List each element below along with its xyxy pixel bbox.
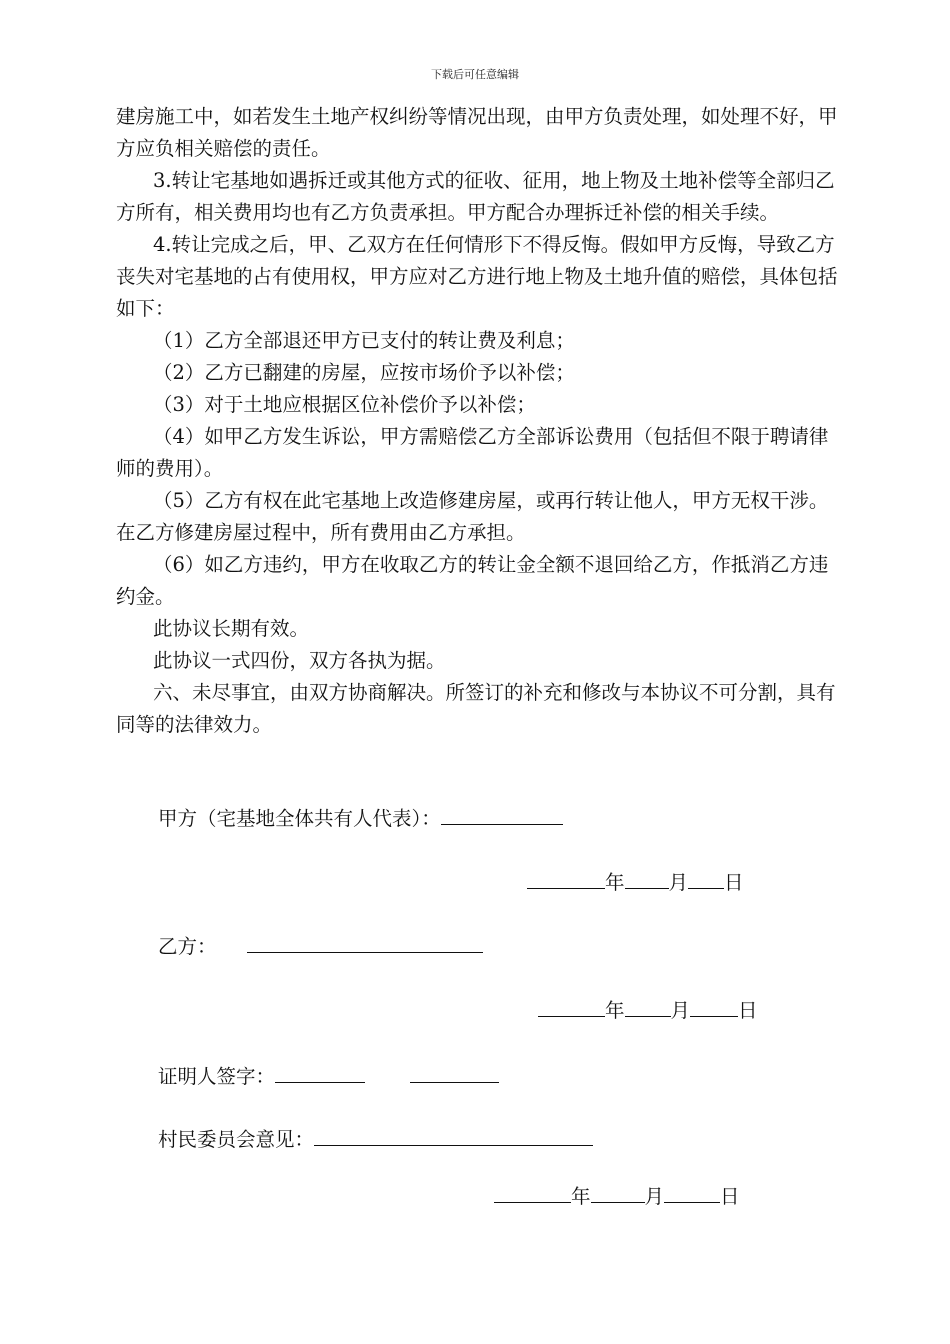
party-a-month-field[interactable] [625, 870, 669, 889]
party-a-day-field[interactable] [688, 870, 724, 889]
paragraph: 3.转让宅基地如遇拆迁或其他方式的征收、征用，地上物及土地补偿等全部归乙方所有，相关费用均也有乙方负责承担。甲方配合办理拆迁补偿的相关手续。 [116, 169, 835, 224]
agreement-body [116, 101, 841, 741]
committee-day-field[interactable] [664, 1184, 720, 1203]
year-label: 年 [605, 871, 625, 894]
committee-year-field[interactable] [494, 1184, 571, 1203]
month-label: 月 [668, 871, 689, 894]
year-label: 年 [571, 1185, 591, 1208]
list-item: （2）乙方已翻建的房屋，应按市场价予以补偿； [153, 361, 575, 384]
party-a-date-line [527, 867, 744, 899]
committee-opinion-line [158, 1124, 593, 1156]
party-a-signature-field[interactable] [441, 806, 563, 825]
day-label: 日 [738, 999, 758, 1022]
day-label: 日 [724, 871, 744, 894]
paragraph: 六、未尽事宜，由双方协商解决。所签订的补充和修改与本协议不可分割，具有同等的法律效力。 [116, 681, 836, 736]
party-b-year-field[interactable] [538, 998, 605, 1017]
month-label: 月 [670, 999, 691, 1022]
month-label: 月 [644, 1185, 665, 1208]
party-b-day-field[interactable] [690, 998, 738, 1017]
party-b-date-line [538, 995, 758, 1027]
paragraph: 此协议一式四份，双方各执为据。 [153, 649, 446, 672]
list-item: （5）乙方有权在此宅基地上改造修建房屋，或再行转让他人，甲方无权干涉。 在乙方修建房屋过程中，所有费用由乙方承担。 [116, 489, 839, 544]
paragraph: 建房施工中，如若发生土地产权纠纷等情况出现，由甲方负责处理，如处理不好，甲方应负相关赔偿的责任。 [116, 105, 838, 160]
page-header: 下载后可任意编辑 [431, 68, 519, 81]
year-label: 年 [605, 999, 625, 1022]
committee-month-field[interactable] [591, 1184, 645, 1203]
list-item: （6）如乙方违约，甲方在收取乙方的转让金全额不退回给乙方，作抵消乙方违约金。 [116, 553, 829, 608]
party-b-signature-line [158, 931, 483, 963]
witness-signature-field-2[interactable] [410, 1064, 499, 1083]
list-item: （1）乙方全部退还甲方已支付的转让费及利息； [153, 329, 575, 352]
party-a-label: 甲方（宅基地全体共有人代表）： [158, 807, 441, 830]
witness-signature-line [158, 1061, 499, 1093]
party-a-year-field[interactable] [527, 870, 605, 889]
list-item: （3）对于土地应根据区位补偿价予以补偿； [153, 393, 536, 416]
committee-label: 村民委员会意见： [158, 1128, 315, 1151]
party-b-signature-field[interactable] [247, 934, 483, 953]
paragraph: 4.转让完成之后，甲、乙双方在任何情形下不得反悔。假如甲方反悔，导致乙方丧失对宅基地的占有使用权，甲方应对乙方进行地上物及土地升值的赔偿，具体包括如下： [116, 233, 838, 320]
list-item: （4）如甲乙方发生诉讼，甲方需赔偿乙方全部诉讼费用（包括但不限于聘请律师的费用）。 [116, 425, 829, 480]
party-b-month-field[interactable] [625, 998, 671, 1017]
committee-opinion-field[interactable] [314, 1127, 593, 1146]
committee-date-line [494, 1181, 740, 1213]
paragraph: 此协议长期有效。 [153, 617, 310, 640]
day-label: 日 [720, 1185, 740, 1208]
witness-label: 证明人签字： [158, 1065, 276, 1088]
witness-signature-field-1[interactable] [275, 1064, 365, 1083]
party-b-label: 乙方： [158, 935, 217, 958]
party-a-signature-line [158, 803, 563, 835]
